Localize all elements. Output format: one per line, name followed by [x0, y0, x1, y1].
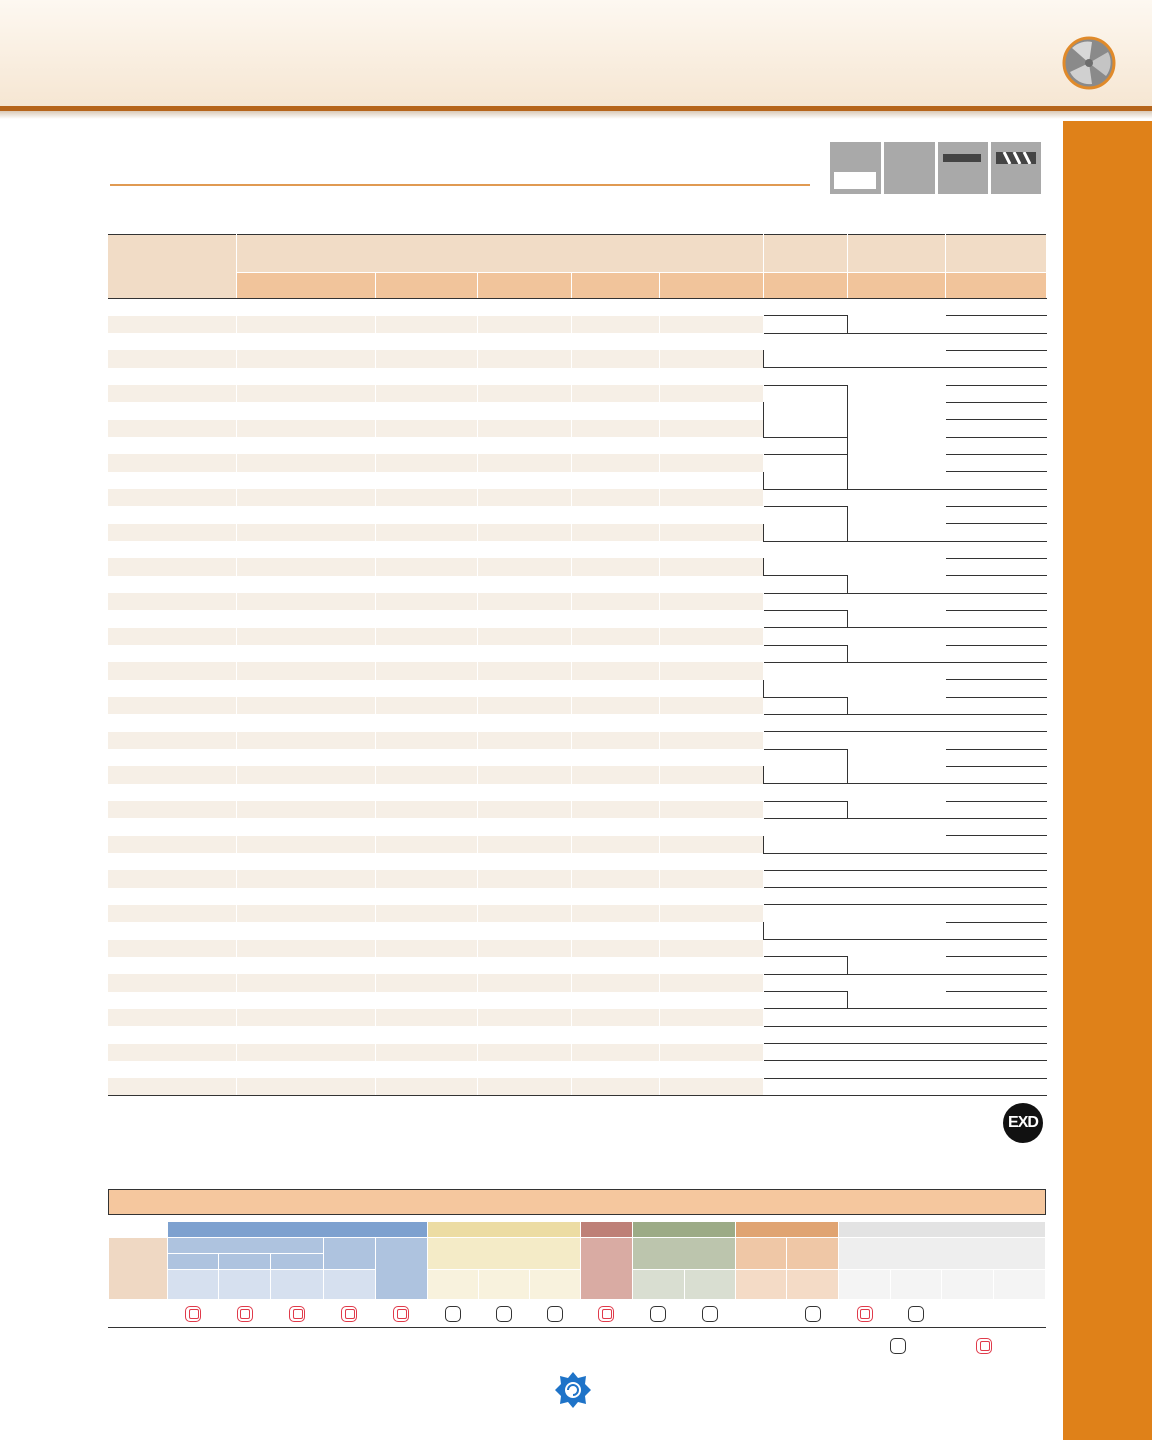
header-shadow	[0, 111, 1152, 119]
suitability-cell	[530, 1300, 581, 1328]
side-tab	[1063, 121, 1152, 1440]
table-row	[108, 368, 1046, 385]
double-circle-icon	[185, 1306, 201, 1322]
material-group-castiron	[581, 1222, 632, 1238]
table-row	[108, 732, 1046, 749]
suitability-cell	[168, 1300, 219, 1328]
table-row	[108, 853, 1046, 870]
table-row	[108, 333, 1046, 350]
suitability-label	[109, 1300, 168, 1328]
double-circle-icon	[857, 1306, 873, 1322]
legend-single	[890, 1337, 906, 1355]
double-circle-icon	[976, 1338, 992, 1354]
double-circle-icon	[237, 1306, 253, 1322]
suitability-row	[109, 1300, 1046, 1328]
tool-end-icon	[1062, 36, 1116, 90]
suitability-cell	[632, 1300, 684, 1328]
title-rule	[110, 184, 810, 186]
table-row	[108, 662, 1046, 679]
single-circle-icon	[908, 1306, 924, 1322]
suitability-cell	[219, 1300, 271, 1328]
table-row	[108, 541, 1046, 558]
suitability-cell	[735, 1300, 786, 1328]
suitability-cell	[942, 1300, 993, 1328]
single-circle-icon	[702, 1306, 718, 1322]
table-row	[108, 888, 1046, 905]
material-table-title	[109, 1190, 1046, 1215]
style-icon-3	[938, 142, 988, 194]
table-row	[108, 818, 1046, 835]
header-band	[0, 0, 1152, 108]
suitability-cell	[271, 1300, 323, 1328]
suitability-cell	[427, 1300, 478, 1328]
table-row	[108, 1061, 1046, 1078]
table-row	[108, 1044, 1046, 1061]
style-icon-2	[884, 142, 935, 194]
material-row-header	[109, 1238, 168, 1300]
material-table	[108, 1189, 1046, 1328]
col-header-group	[236, 235, 763, 273]
col-header-1	[108, 235, 236, 299]
double-circle-icon	[393, 1306, 409, 1322]
suitability-cell	[684, 1300, 735, 1328]
suitability-cell	[323, 1300, 375, 1328]
sub-header	[847, 273, 945, 299]
table-row	[108, 299, 1046, 316]
table-row	[108, 1078, 1046, 1095]
suitability-cell	[891, 1300, 942, 1328]
col-header-8	[847, 235, 945, 273]
spec-table	[108, 234, 1047, 1096]
single-circle-icon	[650, 1306, 666, 1322]
material-group-stainless	[427, 1222, 580, 1238]
sub-header	[236, 273, 375, 299]
double-circle-icon	[598, 1306, 614, 1322]
table-row	[108, 489, 1046, 506]
col-header-7	[763, 235, 847, 273]
sub-header	[571, 273, 659, 299]
sub-header	[477, 273, 571, 299]
double-circle-icon	[289, 1306, 305, 1322]
suitability-cell	[839, 1300, 891, 1328]
sub-header	[945, 273, 1046, 299]
style-icon-4	[991, 142, 1041, 194]
material-group-steel	[168, 1222, 428, 1238]
col-header-9	[945, 235, 1046, 273]
suitability-cell	[786, 1300, 838, 1328]
table-row	[108, 593, 1046, 610]
osg-logo	[553, 1370, 593, 1410]
material-group-nonferrous	[632, 1222, 735, 1238]
table-row	[108, 1026, 1046, 1043]
suitability-cell	[581, 1300, 632, 1328]
sub-header	[763, 273, 847, 299]
single-circle-icon	[496, 1306, 512, 1322]
table-row	[108, 784, 1046, 801]
material-group-heatres	[735, 1222, 838, 1238]
suitability-cell	[479, 1300, 530, 1328]
style-icon-1	[830, 142, 881, 194]
exd-badge: EXD	[1003, 1103, 1043, 1143]
legend-double	[976, 1337, 992, 1355]
sub-header	[375, 273, 477, 299]
suitability-cell	[993, 1300, 1045, 1328]
single-circle-icon	[805, 1306, 821, 1322]
sub-header	[659, 273, 763, 299]
table-row	[108, 870, 1046, 887]
single-circle-icon	[547, 1306, 563, 1322]
table-row	[108, 940, 1046, 957]
table-row	[108, 905, 1046, 922]
double-circle-icon	[341, 1306, 357, 1322]
suitability-cell	[375, 1300, 427, 1328]
table-row	[108, 974, 1046, 991]
material-group-hardened	[839, 1222, 1046, 1238]
table-row	[108, 1009, 1046, 1026]
table-row	[108, 714, 1046, 731]
table-row	[108, 628, 1046, 645]
single-circle-icon	[445, 1306, 461, 1322]
single-circle-icon	[890, 1338, 906, 1354]
